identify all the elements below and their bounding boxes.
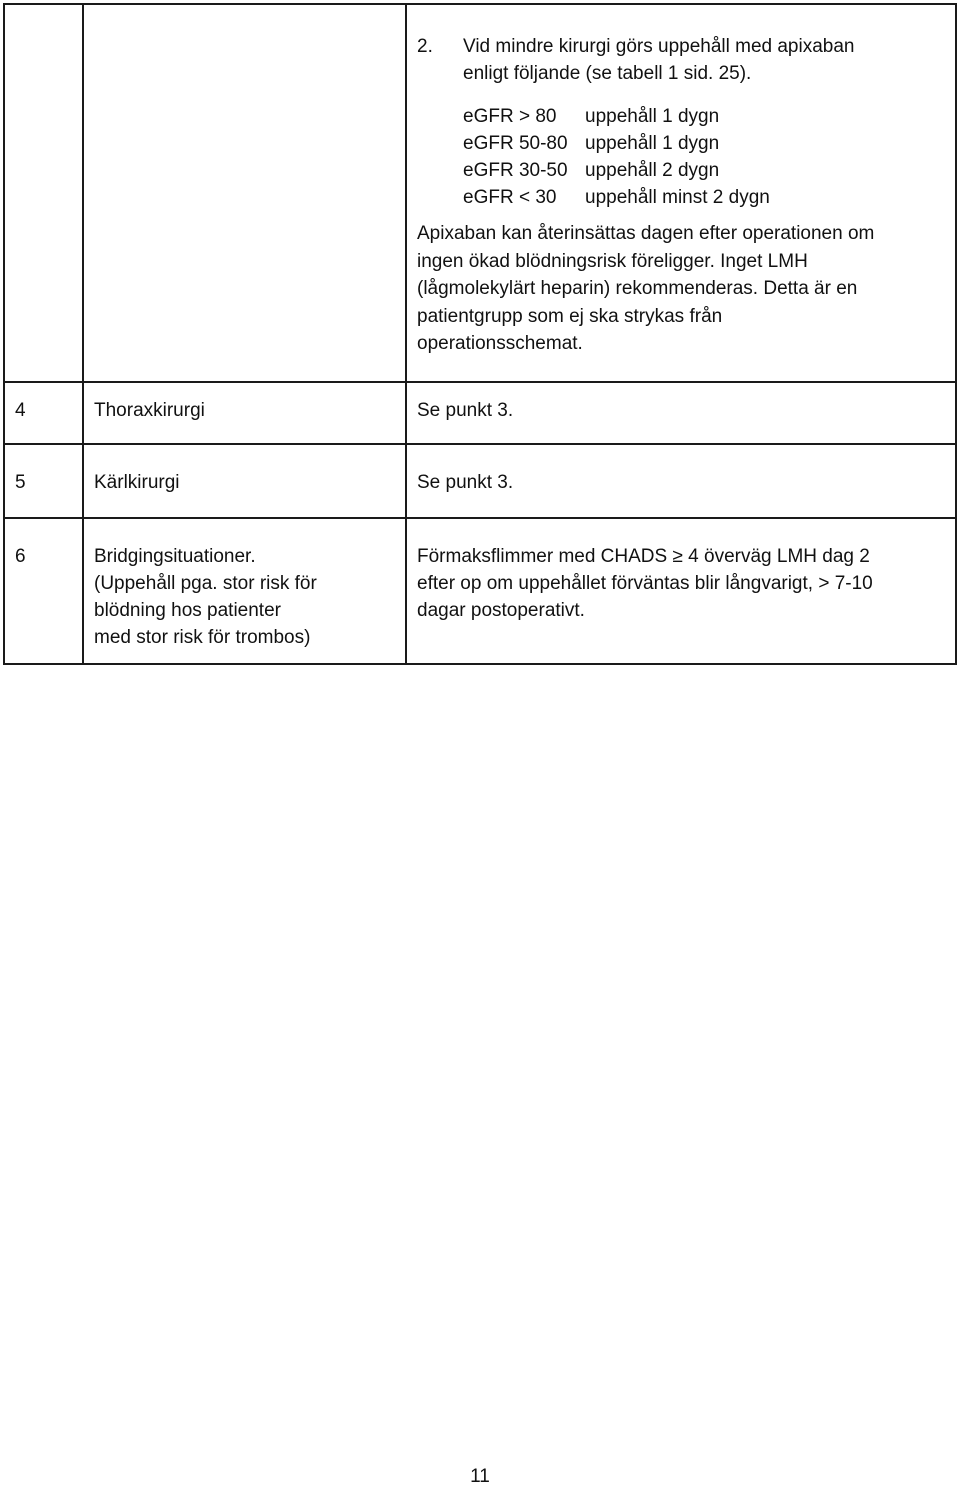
egfr-row xyxy=(463,184,955,211)
egfr-row xyxy=(463,103,955,130)
item-text-line: Vid mindre kirurgi görs uppehåll med apixaban xyxy=(463,36,855,57)
egfr-value: eGFR < 30 xyxy=(463,187,557,208)
paragraph-line: patientgrupp som ej ska strykas från xyxy=(417,305,723,327)
egfr-value: eGFR 30-50 xyxy=(463,160,568,181)
content-cell xyxy=(406,4,956,382)
content-line: efter op om uppehållet förväntas blir långvarigt, > 7-10 xyxy=(417,573,873,594)
topic-cell xyxy=(83,518,406,664)
paragraph-line: ingen ökad blödningsrisk föreligger. Inget LMH xyxy=(417,250,808,272)
topic-line: (Uppehåll pga. stor risk för xyxy=(94,573,317,594)
paragraph xyxy=(417,220,955,358)
content-cell: Se punkt 3. xyxy=(406,444,956,518)
paragraph-line: (lågmolekylärt heparin) rekommenderas. Detta är en xyxy=(417,278,858,299)
pause-value: uppehåll 1 dygn xyxy=(585,133,720,154)
topic-line: med stor risk för trombos) xyxy=(94,627,311,648)
content-cell xyxy=(406,518,956,664)
pause-value: uppehåll 1 dygn xyxy=(585,106,720,127)
topic-cell: Thoraxkirurgi xyxy=(83,382,406,444)
content-line: dagar postoperativt. xyxy=(417,600,585,621)
page-number: 11 xyxy=(470,1466,490,1487)
content-line: Förmaksflimmer med CHADS ≥ 4 överväg LMH dag 2 xyxy=(417,546,870,567)
content-cell: Se punkt 3. xyxy=(406,382,956,444)
topic-line: Bridgingsituationer. xyxy=(94,546,256,567)
row-number-cell: 6 xyxy=(4,518,83,664)
paragraph-line: operationsschemat. xyxy=(417,333,583,354)
table-row xyxy=(4,444,956,518)
egfr-value: eGFR 50-80 xyxy=(463,133,568,154)
row-number-cell: 4 xyxy=(4,382,83,444)
table-row xyxy=(4,382,956,444)
egfr-list xyxy=(463,103,955,211)
row-number-cell: 5 xyxy=(4,444,83,518)
guideline-table xyxy=(3,3,957,665)
egfr-value: eGFR > 80 xyxy=(463,106,557,127)
paragraph-line: Apixaban kan återinsättas dagen efter operationen om xyxy=(417,223,875,244)
egfr-row xyxy=(463,130,955,157)
topic-cell xyxy=(83,4,406,382)
item-number: 2. xyxy=(417,36,433,57)
row-number-cell xyxy=(4,4,83,382)
egfr-row xyxy=(463,157,955,184)
pause-value: uppehåll 2 dygn xyxy=(585,160,720,181)
table-row xyxy=(4,518,956,664)
topic-line: blödning hos patienter xyxy=(94,600,281,621)
table-row xyxy=(4,4,956,382)
numbered-item xyxy=(417,33,955,87)
item-text-line: enligt följande (se tabell 1 sid. 25). xyxy=(463,63,752,84)
pause-value: uppehåll minst 2 dygn xyxy=(585,187,770,208)
topic-cell: Kärlkirurgi xyxy=(83,444,406,518)
